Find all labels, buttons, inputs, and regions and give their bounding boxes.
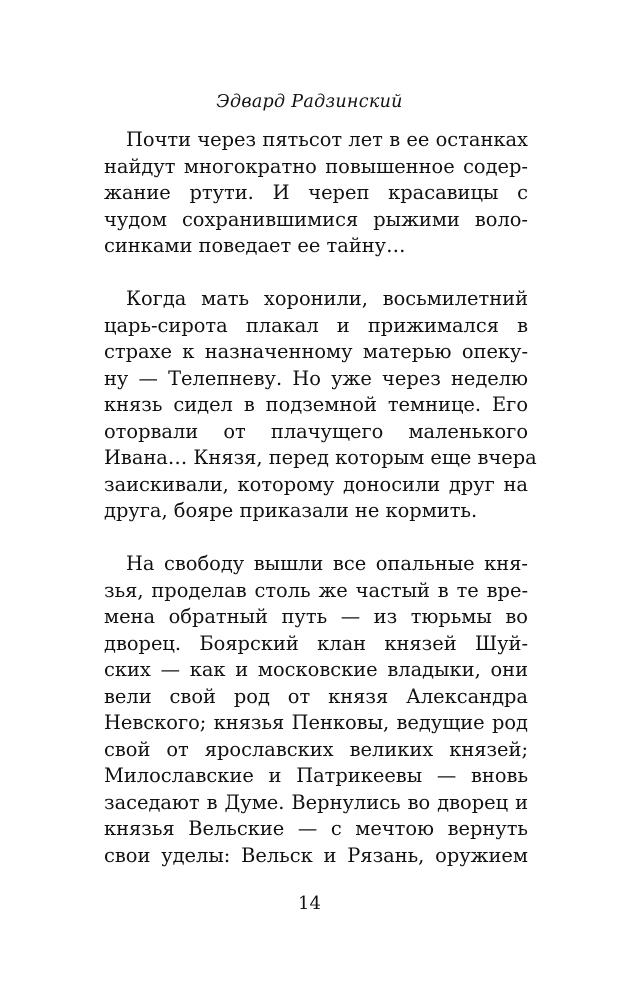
text-line: страхе к назначенному матерью опеку- xyxy=(104,340,528,363)
text-line: чудом сохранившимися рыжими воло- xyxy=(104,207,528,231)
text-line: синками поведает ее тайну… xyxy=(104,234,406,257)
text-line: царь-сирота плакал и прижимался в xyxy=(104,313,528,337)
page-number: 14 xyxy=(298,893,321,914)
text-line: вели свой род от князя Александра xyxy=(104,684,528,708)
paragraph-2 xyxy=(104,286,537,525)
text-line: свои уделы: Вельск и Рязань, оружием xyxy=(104,843,528,867)
text-line: заискивали, которому доносили друг на xyxy=(104,472,528,496)
text-line: заседают в Думе. Вернулись во дворец и xyxy=(104,790,528,814)
text-line: Когда мать хоронили, восьмилетний xyxy=(126,287,528,310)
text-line: ну — Телепневу. Но уже через неделю xyxy=(104,366,528,390)
text-line: Милославские и Патрикеевы — вновь xyxy=(104,764,528,787)
text-line: Ивана… Князя, перед которым еще вчера xyxy=(104,446,537,469)
running-header-author: Эдвард Радзинский xyxy=(216,92,403,112)
paragraph-1 xyxy=(104,127,528,260)
text-line: друга, бояре приказали не кормить. xyxy=(104,499,478,522)
body-text xyxy=(104,127,537,896)
text-line: Невского; князья Пенковы, ведущие род xyxy=(104,711,528,734)
text-line: свой от ярославских великих князей; xyxy=(104,737,528,761)
text-line: князь сидел в подземной темнице. Его xyxy=(104,393,528,416)
text-line: жание ртути. И череп красавицы с xyxy=(104,181,528,204)
text-line: князья Вельские — с мечтою вернуть xyxy=(104,817,528,840)
text-line: ских — как и московские владыки, они xyxy=(104,658,528,681)
paragraph-3 xyxy=(104,551,528,869)
text-line: дворец. Боярский клан князей Шуй- xyxy=(104,631,528,655)
text-line: На свободу вышли все опальные кня- xyxy=(126,552,528,575)
text-line: Почти через пятьсот лет в ее останках xyxy=(126,128,528,151)
text-line: оторвали от плачущего маленького xyxy=(104,419,528,443)
text-line: найдут многократно повышенное содер- xyxy=(104,154,528,178)
text-line: зья, проделав столь же частый в те вре- xyxy=(104,578,528,602)
text-line: мена обратный путь — из тюрьмы во xyxy=(104,605,528,628)
